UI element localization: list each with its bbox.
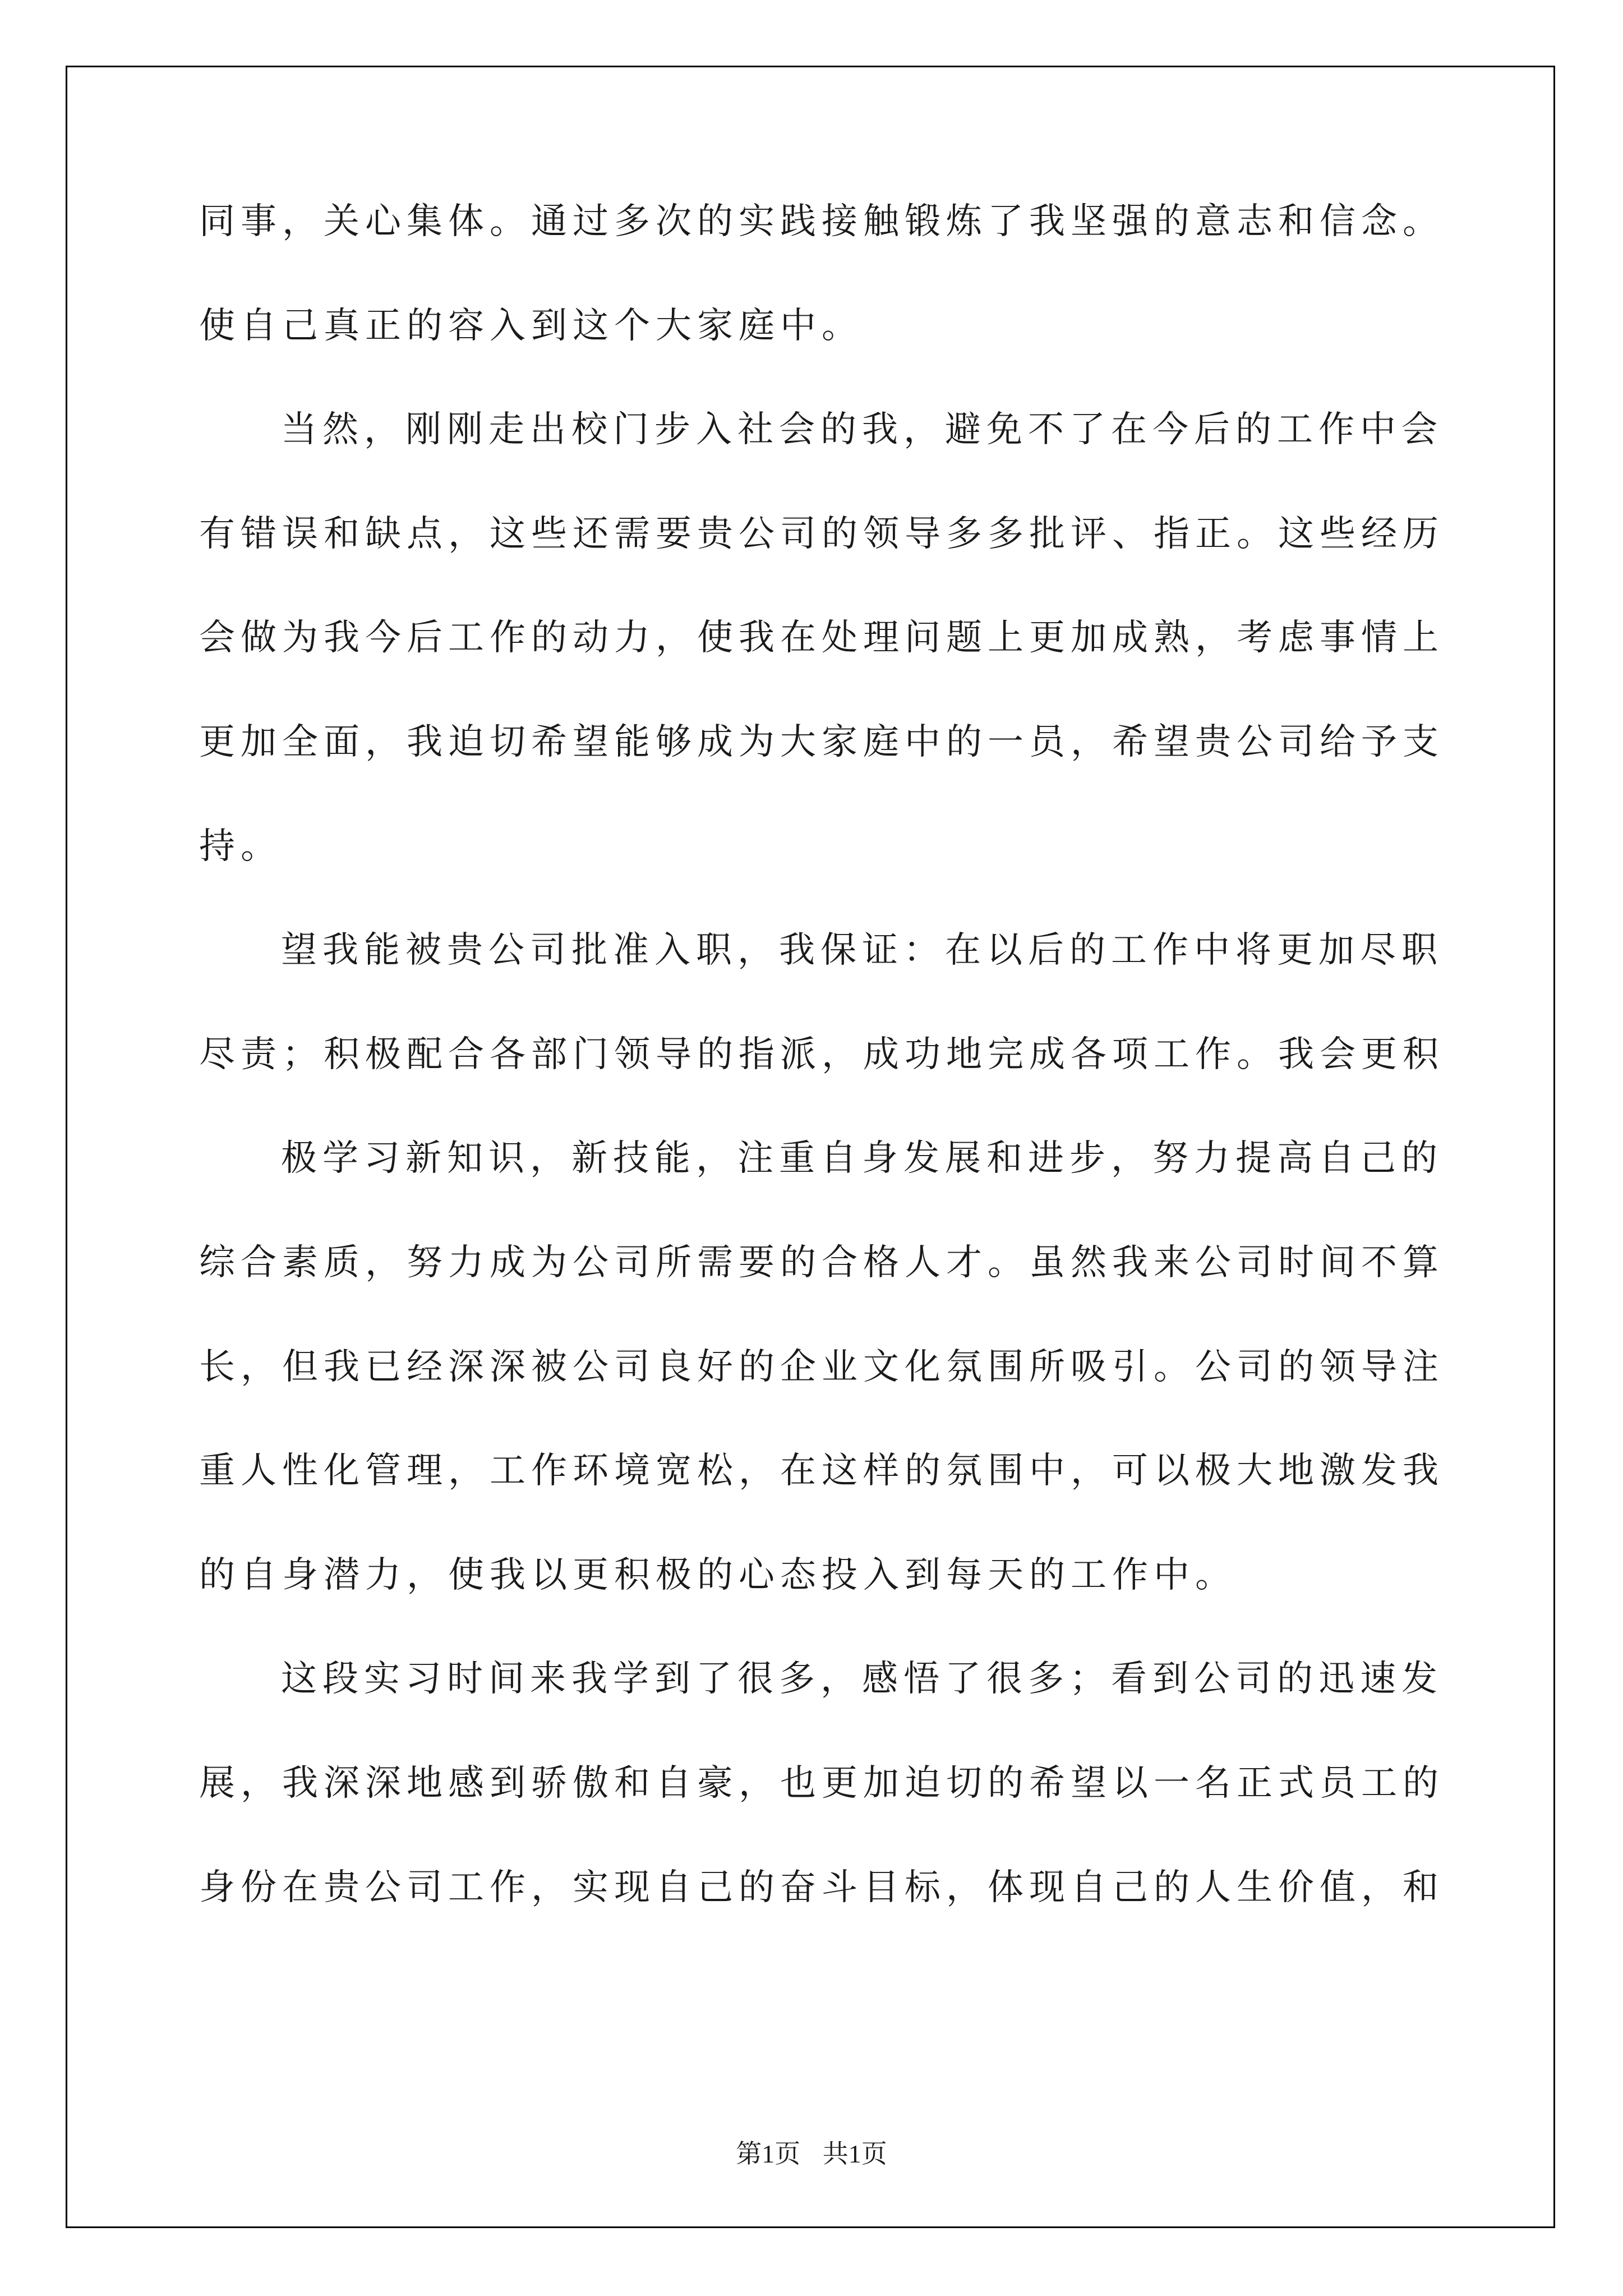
text-line: 使自己真正的容入到这个大家庭中。 [199, 305, 863, 347]
text-line: 长，但我已经深深被公司良好的企业文化氛围所吸引。公司的领导注 [199, 1346, 1444, 1388]
text-line: 更加全面，我迫切希望能够成为大家庭中的一员，希望贵公司给予支 [199, 721, 1444, 763]
text-line: 身份在贵公司工作，实现自己的奋斗目标，体现自己的人生价值，和 [199, 1866, 1444, 1908]
text-line: 综合素质，努力成为公司所需要的合格人才。虽然我来公司时间不算 [199, 1242, 1444, 1283]
page-total: 共1页 [822, 2139, 887, 2168]
text-line: 同事，关心集体。通过多次的实践接触锻炼了我坚强的意志和信念。 [199, 201, 1444, 242]
text-line: 展，我深深地感到骄傲和自豪，也更加迫切的希望以一名正式员工的 [199, 1763, 1444, 1804]
page-footer [0, 2137, 1623, 2171]
text-line: 会做为我今后工作的动力，使我在处理问题上更加成熟，考虑事情上 [199, 617, 1444, 659]
text-line: 当然，刚刚走出校门步入社会的我，避免不了在今后的工作中会 [281, 409, 1443, 451]
text-line: 这段实习时间来我学到了很多，感悟了很多；看到公司的迅速发 [281, 1658, 1443, 1700]
text-line: 望我能被贵公司批准入职，我保证：在以后的工作中将更加尽职 [281, 930, 1443, 972]
text-line: 的自身潜力，使我以更积极的心态投入到每天的工作中。 [199, 1554, 1237, 1596]
page-number: 第1页 [736, 2139, 801, 2168]
text-line: 重人性化管理，工作环境宽松，在这样的氛围中，可以极大地激发我 [199, 1450, 1444, 1492]
text-line: 极学习新知识，新技能，注重自身发展和进步，努力提高自己的 [281, 1138, 1443, 1180]
text-line: 尽责；积极配合各部门领导的指派，成功地完成各项工作。我会更积 [199, 1033, 1444, 1075]
text-line: 持。 [199, 825, 282, 867]
text-line: 有错误和缺点，这些还需要贵公司的领导多多批评、指正。这些经历 [199, 513, 1444, 555]
